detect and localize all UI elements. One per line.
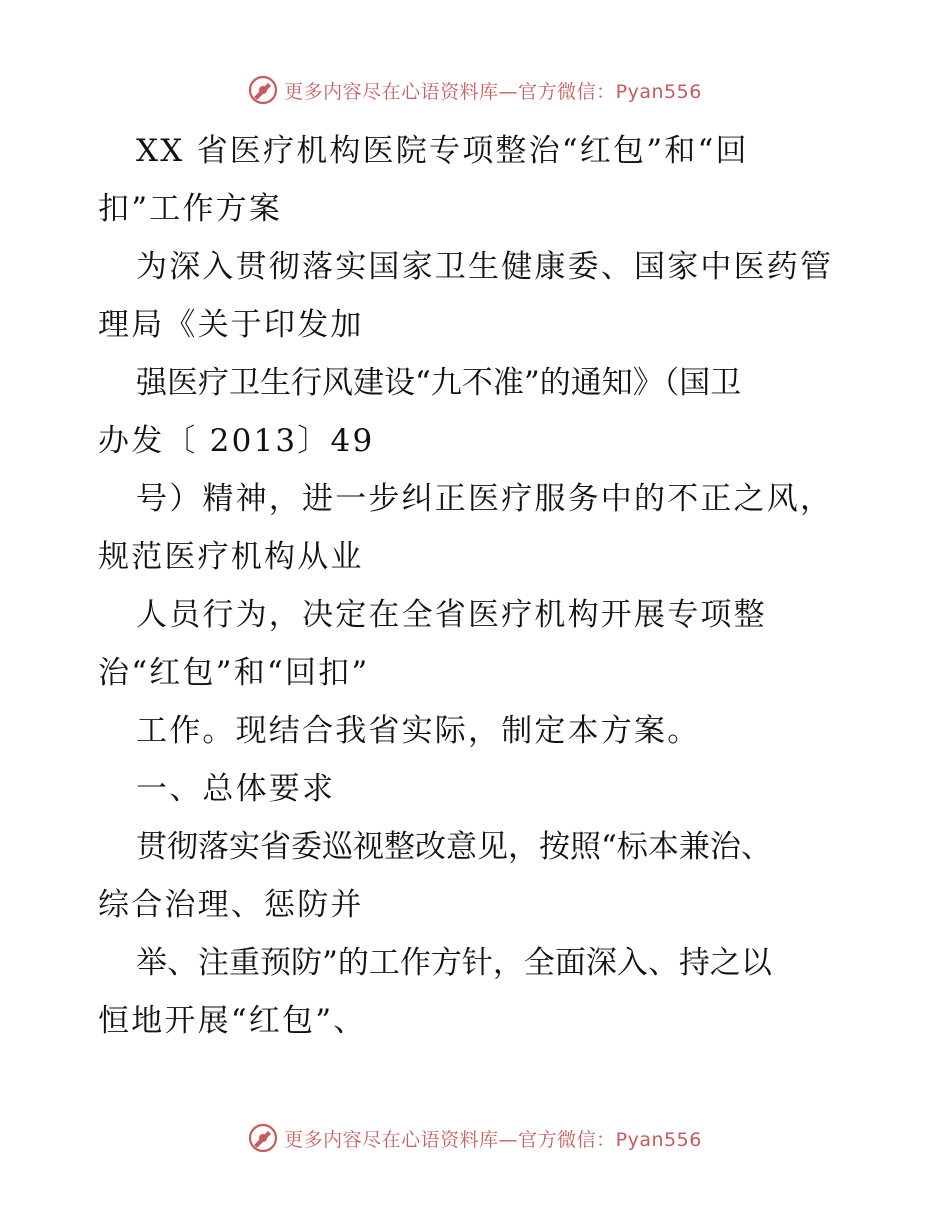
text-line: 号）精神，进一步纠正医疗服务中的不正之风， [136, 481, 834, 517]
text-line: 办发〔 2013〕49 [98, 423, 375, 459]
text-line: 举、注重预防”的工作方针，全面深入、持之以 [136, 945, 772, 981]
footer-banner [0, 1118, 950, 1158]
text-line: 贯彻落实省委巡视整改意见，按照“标本兼治、 [136, 829, 772, 865]
text-line: 为深入贯彻落实国家卫生健康委、国家中医药管 [136, 249, 834, 285]
text-line: 治“红包”和“回扣” [98, 655, 370, 691]
text-line: 规范医疗机构从业 [98, 539, 364, 575]
footer-banner-text: 更多内容尽在心语资料库—官方微信：Pyan556 [284, 1128, 702, 1151]
section-heading: 一、总体要求 [136, 771, 336, 807]
header-banner [0, 70, 950, 110]
text-line: 综合治理、惩防并 [98, 887, 364, 923]
header-banner-text: 更多内容尽在心语资料库—官方微信：Pyan556 [284, 80, 702, 103]
text-line: 工作。现结合我省实际，制定本方案。 [136, 713, 701, 749]
document-body [98, 122, 858, 1050]
logo-icon [248, 1123, 278, 1153]
text-line: 理局《关于印发加 [98, 307, 364, 343]
text-line: 强医疗卫生行风建设“九不准”的通知》（国卫 [136, 365, 742, 401]
title-line-2: 扣”工作方案 [98, 191, 283, 227]
logo-icon [248, 75, 278, 105]
text-line: 恒地开展“红包”、 [98, 1003, 367, 1039]
title-line-1: XX 省医疗机构医院专项整治“红包”和“回 [136, 133, 749, 169]
text-line: 人员行为，决定在全省医疗机构开展专项整 [136, 597, 767, 633]
